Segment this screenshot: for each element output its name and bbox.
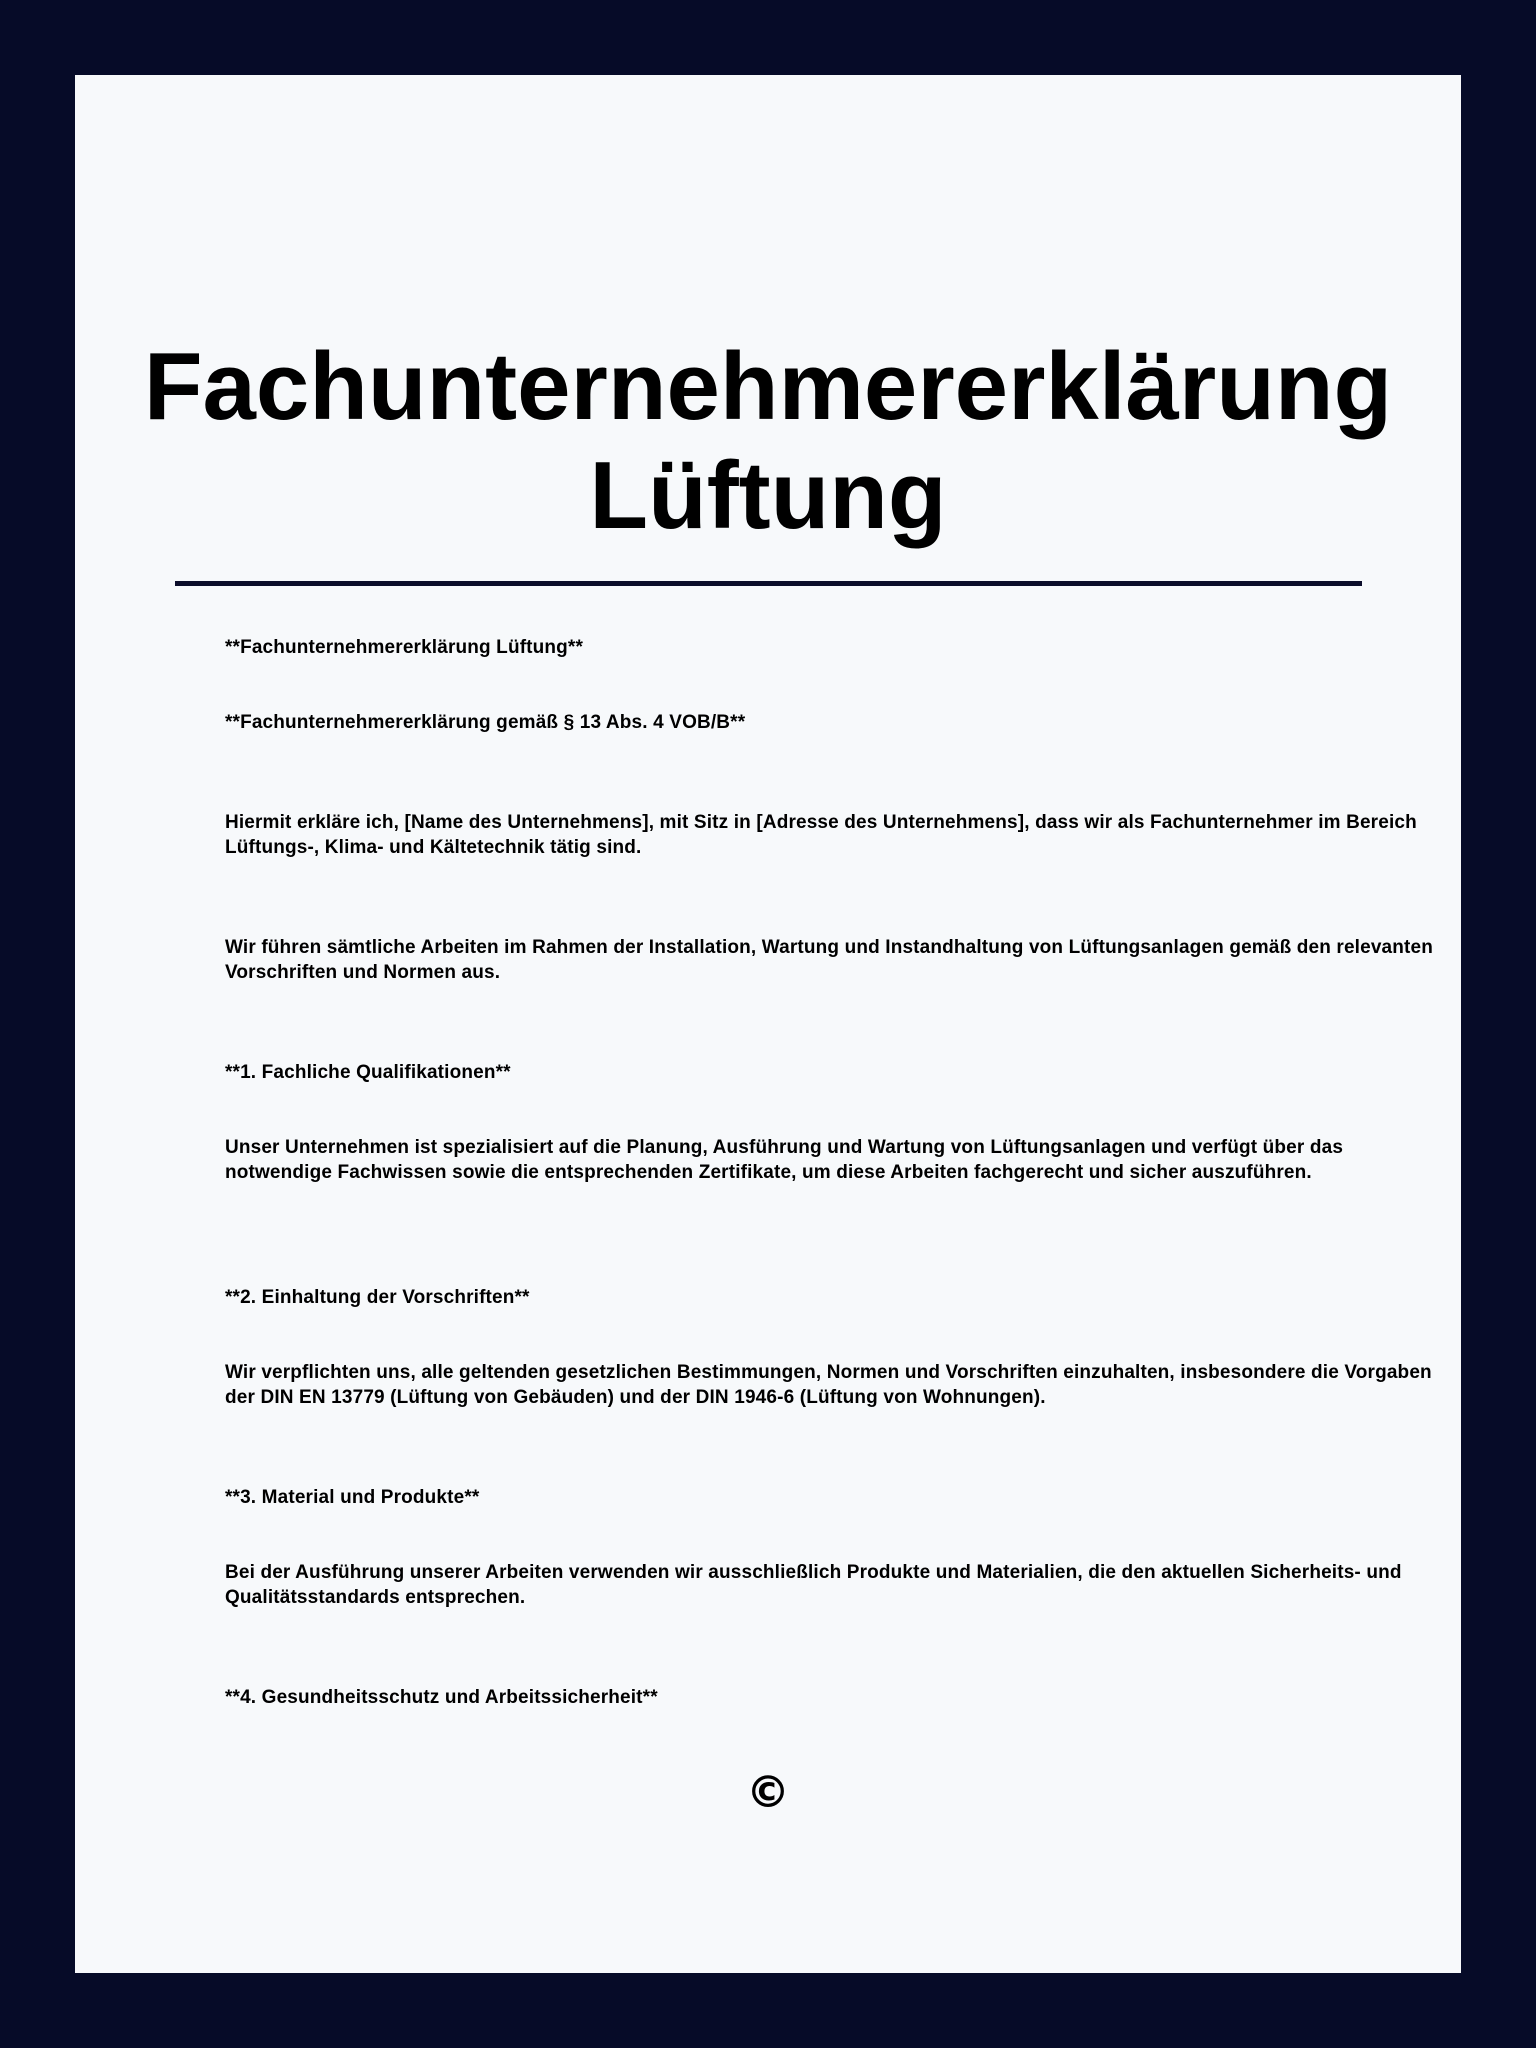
- paragraph-regulations: Wir verpflichten uns, alle geltenden gesetzlichen Bestimmungen, Normen und Vorschriften einzuhalten, insbesondere die Vorgaben der DIN EN 13779 (Lüftung von Gebäuden) und der DIN 1946-6 (Lüftung von Wohnungen).: [225, 1362, 1432, 1408]
- heading-declaration-basis: **Fachunternehmererklärung gemäß § 13 Abs. 4 VOB/B**: [225, 712, 746, 733]
- copyright-icon: ©: [746, 1767, 790, 1818]
- section-heading-materials: **3. Material und Produkte**: [225, 1487, 480, 1508]
- title-divider: [175, 581, 1362, 586]
- paragraph-work-scope: Wir führen sämtliche Arbeiten im Rahmen der Installation, Wartung und Instandhaltung von Lüftungsanlagen gemäß den relevanten Vorschriften und Normen aus.: [225, 937, 1433, 983]
- document-title-line-1: Fachunternehmererklärung: [143, 333, 1393, 440]
- document-page: [75, 75, 1461, 1973]
- paragraph-company-declaration: Hiermit erkläre ich, [Name des Unternehmens], mit Sitz in [Adresse des Unternehmens], dass wir als Fachunternehmer im Bereich Lüftungs-, Klima- und Kältetechnik tätig sind.: [225, 812, 1417, 858]
- document-title-line-2: Lüftung: [589, 442, 947, 549]
- paragraph-qualifications: Unser Unternehmen ist spezialisiert auf die Planung, Ausführung und Wartung von Lüftungsanlagen und verfügt über das notwendige Fachwissen sowie die entsprechenden Zertifikate, um diese Arbeiten fachgerecht und sicher auszuführen.: [225, 1137, 1344, 1183]
- section-heading-qualifications: **1. Fachliche Qualifikationen**: [225, 1062, 511, 1083]
- paragraph-materials: Bei der Ausführung unserer Arbeiten verwenden wir ausschließlich Produkte und Materialien, die den aktuellen Sicherheits- und Qualitätsstandards entsprechen.: [225, 1562, 1402, 1608]
- heading-document-name: **Fachunternehmererklärung Lüftung**: [225, 637, 584, 658]
- section-heading-health-safety: **4. Gesundheitsschutz und Arbeitssicherheit**: [225, 1687, 658, 1708]
- document-title: [75, 332, 1461, 550]
- section-heading-regulations: **2. Einhaltung der Vorschriften**: [225, 1287, 530, 1308]
